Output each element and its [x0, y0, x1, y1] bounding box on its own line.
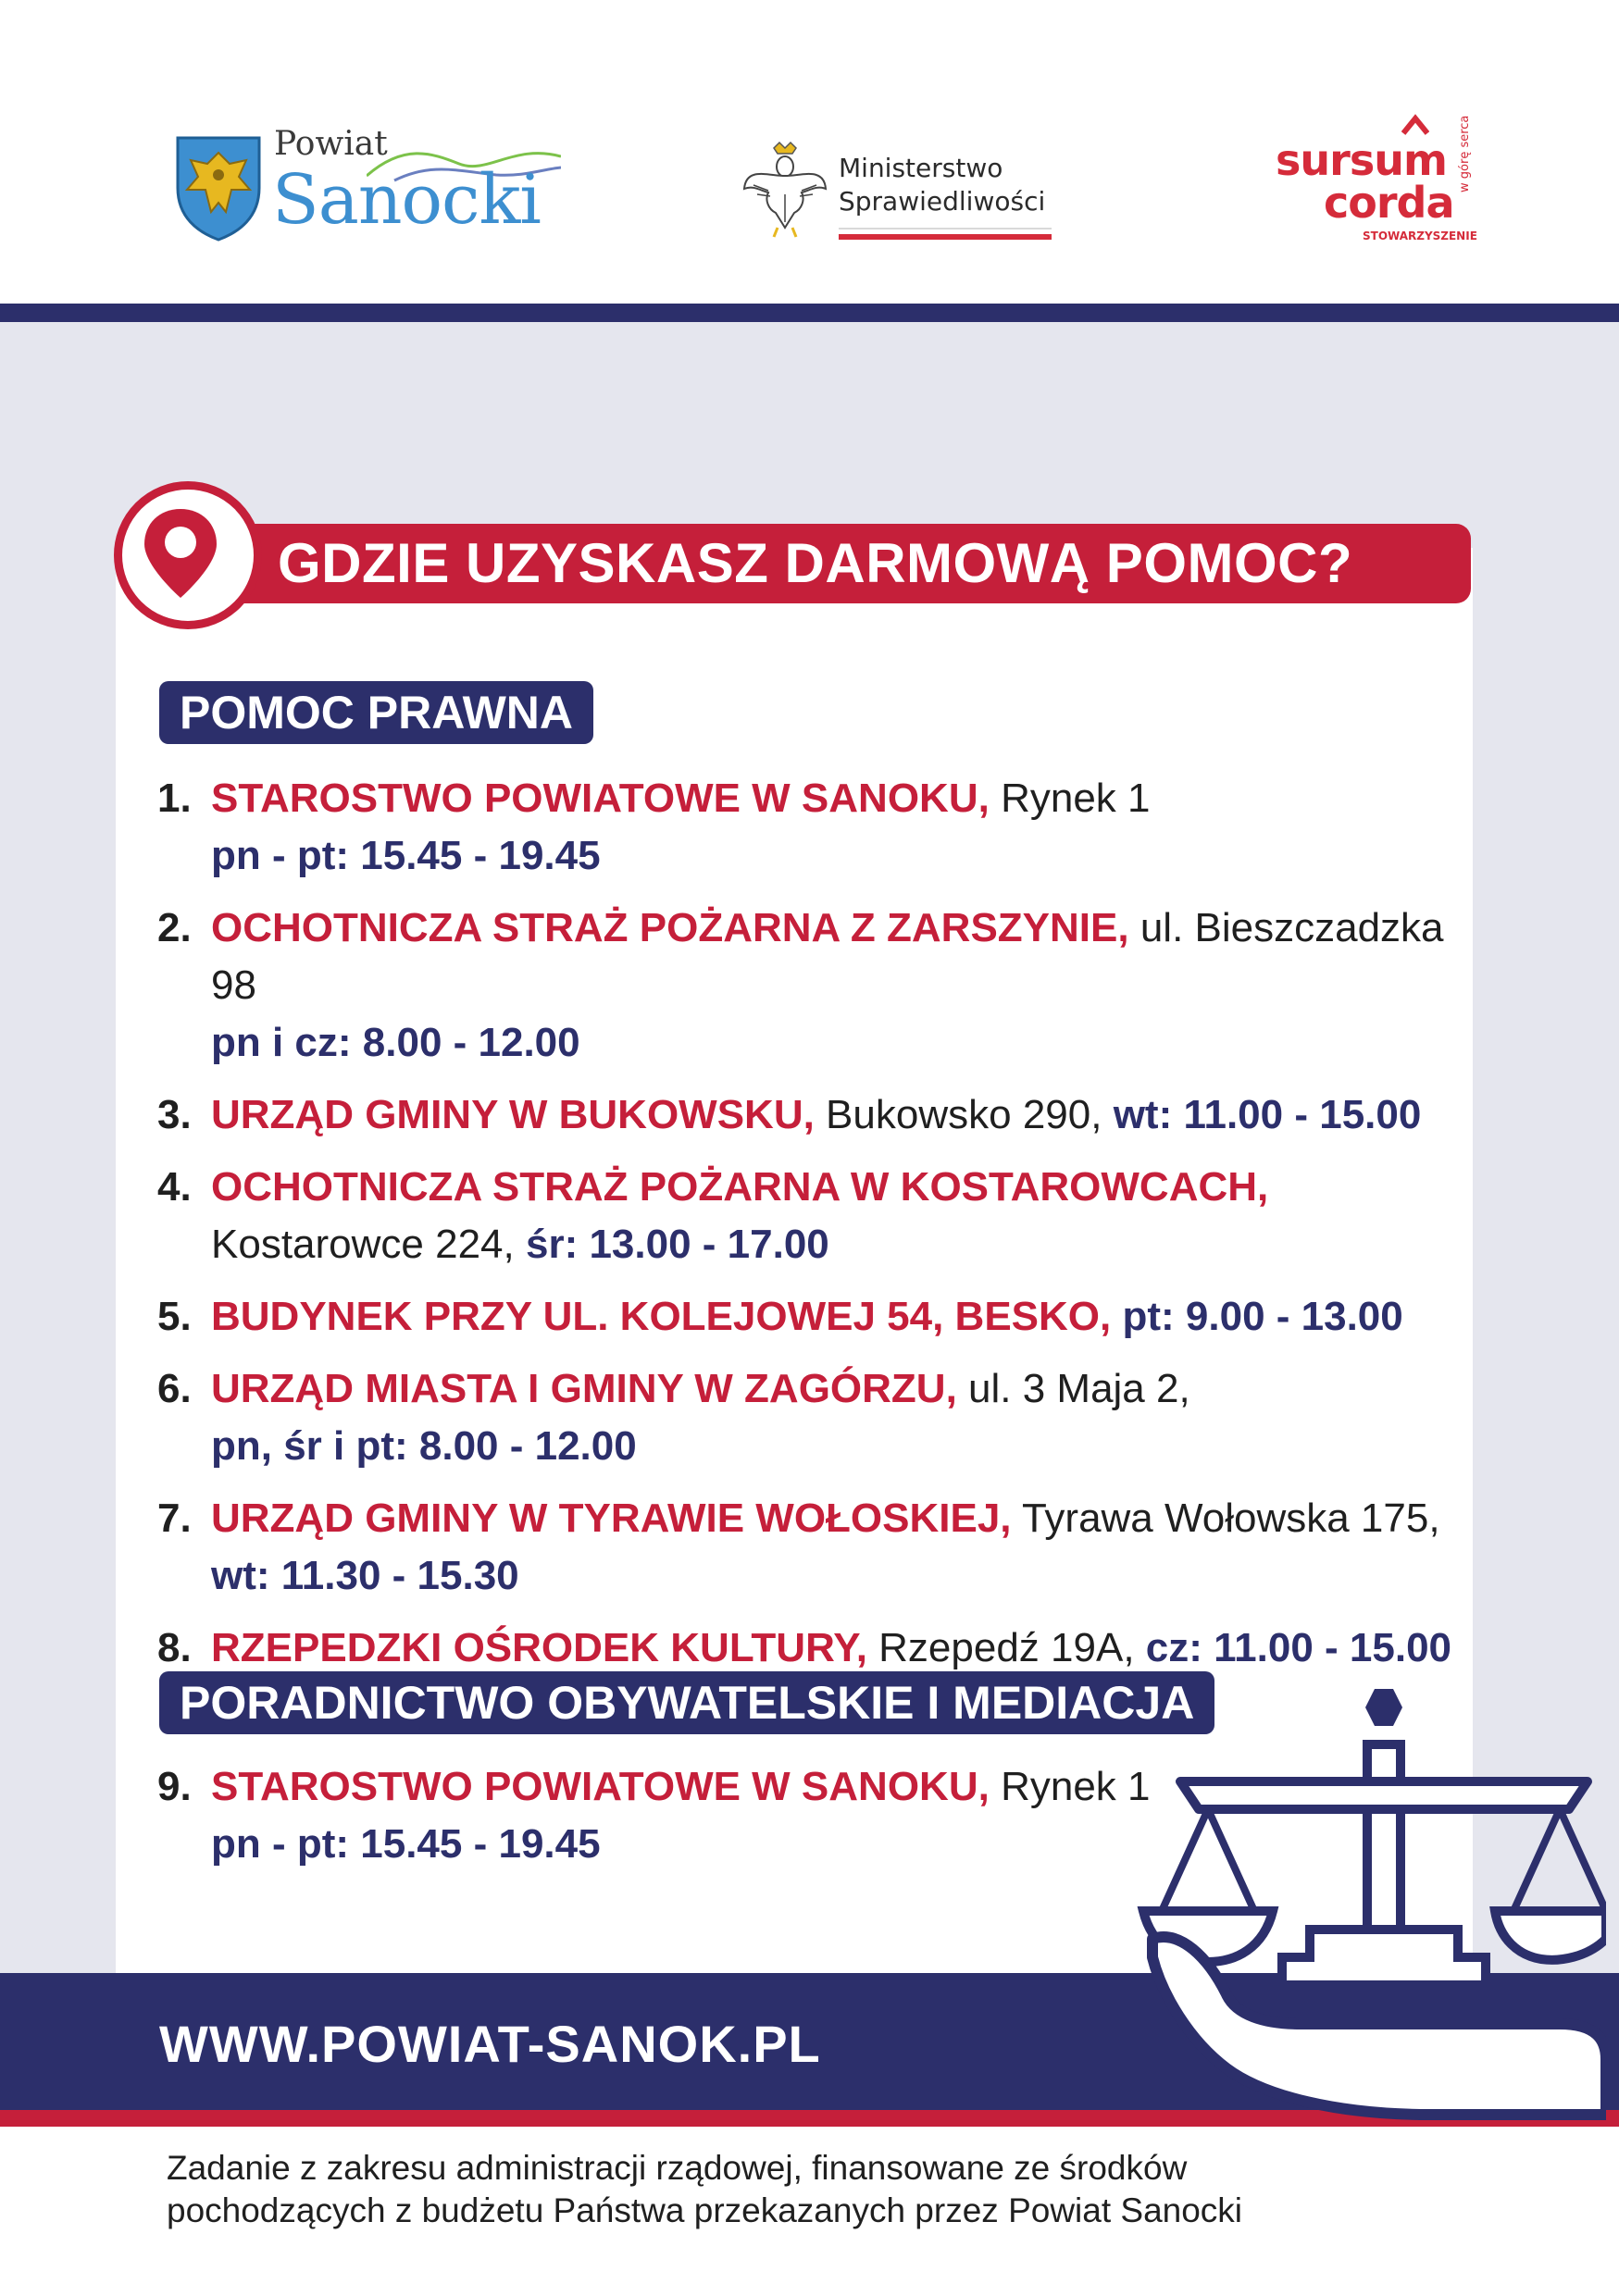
item-number: 7.	[157, 1496, 192, 1541]
location-name: URZĄD GMINY W TYRAWIE WOŁOSKIEJ,	[211, 1496, 1012, 1541]
flag-red-stripe	[839, 234, 1052, 240]
location-address: Tyrawa Wołowska 175,	[1011, 1496, 1440, 1541]
flag-white-stripe	[839, 228, 1052, 234]
list-item	[157, 1086, 1472, 1144]
opening-hours: pn - pt: 15.45 - 19.45	[211, 833, 601, 878]
item-number: 2.	[157, 905, 192, 950]
item-number: 9.	[157, 1764, 192, 1809]
location-name: STAROSTWO POWIATOWE W SANOKU,	[211, 776, 990, 821]
location-name: BUDYNEK PRZY UL. KOLEJOWEJ 54, BESKO,	[211, 1294, 1112, 1339]
corda-label: corda	[1324, 178, 1454, 228]
location-address: ul. Bieszczadzka 98	[211, 905, 1444, 1008]
location-pin-icon	[141, 505, 220, 602]
top-divider	[0, 304, 1619, 322]
opening-hours: pt: 9.00 - 13.00	[1122, 1294, 1403, 1339]
legal-aid-list	[157, 770, 1472, 1692]
location-name: OCHOTNICZA STRAŻ POŻARNA Z ZARSZYNIE,	[211, 905, 1129, 950]
opening-hours: pn - pt: 15.45 - 19.45	[211, 1821, 601, 1867]
item-number: 6.	[157, 1366, 192, 1411]
section-label-poradnictwo: PORADNICTWO OBYWATELSKIE I MEDIACJA	[159, 1671, 1214, 1734]
list-item	[157, 1288, 1472, 1346]
location-address: Kostarowce 224,	[211, 1222, 526, 1267]
location-name: STAROSTWO POWIATOWE W SANOKU,	[211, 1764, 990, 1809]
location-address: Rynek 1	[989, 776, 1151, 821]
list-item	[157, 1360, 1472, 1475]
list-item	[157, 770, 1472, 885]
location-name: RZEPEDZKI OŚRODEK KULTURY,	[211, 1625, 867, 1670]
white-eagle-icon	[741, 139, 829, 242]
sursum-corda-logo	[1270, 113, 1492, 252]
footer-line1: Zadanie z zakresu administracji rządowej, finansowane ze środków	[167, 2149, 1188, 2187]
tagline-label: w górę serca	[1458, 115, 1472, 192]
location-address: Rzepedź 19A,	[866, 1625, 1146, 1670]
ministry-logo	[741, 139, 1055, 250]
website-link[interactable]: WWW.POWIAT-SANOK.PL	[159, 2015, 821, 2073]
page-title: GDZIE UZYSKASZ DARMOWĄ POMOC?	[278, 532, 1353, 594]
scales-of-justice-icon	[1125, 1680, 1606, 2124]
list-item	[157, 1159, 1472, 1273]
location-address: Rynek 1	[989, 1764, 1151, 1809]
item-number: 1.	[157, 776, 192, 821]
section-label-pomoc-prawna: POMOC PRAWNA	[159, 681, 593, 744]
list-item	[157, 900, 1472, 1072]
list-item	[157, 1620, 1472, 1677]
opening-hours: pn, śr i pt: 8.00 - 12.00	[211, 1423, 637, 1469]
powiat-label: Powiat	[274, 125, 388, 163]
location-name: OCHOTNICZA STRAŻ POŻARNA W KOSTAROWCACH,	[211, 1164, 1269, 1210]
opening-hours: śr: 13.00 - 17.00	[525, 1222, 829, 1267]
opening-hours: wt: 11.00 - 15.00	[1113, 1092, 1422, 1137]
location-name: URZĄD GMINY W BUKOWSKU,	[211, 1092, 815, 1137]
opening-hours: wt: 11.30 - 15.30	[211, 1553, 519, 1598]
coat-of-arms-icon	[172, 132, 265, 243]
location-address: ul. 3 Maja 2,	[956, 1366, 1190, 1411]
item-number: 5.	[157, 1294, 192, 1339]
ministry-line1: Ministerstwo	[839, 153, 1003, 183]
list-item	[157, 1490, 1472, 1605]
opening-hours: cz: 11.00 - 15.00	[1145, 1625, 1452, 1670]
funding-note	[167, 2147, 1463, 2232]
sursum-label: sursum	[1276, 135, 1447, 185]
powiat-sanocki-logo	[172, 125, 570, 254]
sanocki-label: Sanocki	[272, 160, 541, 240]
location-name: URZĄD MIASTA I GMINY W ZAGÓRZU,	[211, 1366, 957, 1411]
ministry-line2: Sprawiedliwości	[839, 186, 1046, 217]
caret-up-icon	[1401, 113, 1429, 137]
stowarzyszenie-label: STOWARZYSZENIE	[1363, 230, 1477, 242]
item-number: 8.	[157, 1625, 192, 1670]
opening-hours: pn i cz: 8.00 - 12.00	[211, 1020, 580, 1065]
footer-line2: pochodzących z budżetu Państwa przekazanych przez Powiat Sanocki	[167, 2191, 1243, 2229]
location-address: Bukowsko 290,	[814, 1092, 1114, 1137]
item-number: 3.	[157, 1092, 192, 1137]
item-number: 4.	[157, 1164, 192, 1210]
